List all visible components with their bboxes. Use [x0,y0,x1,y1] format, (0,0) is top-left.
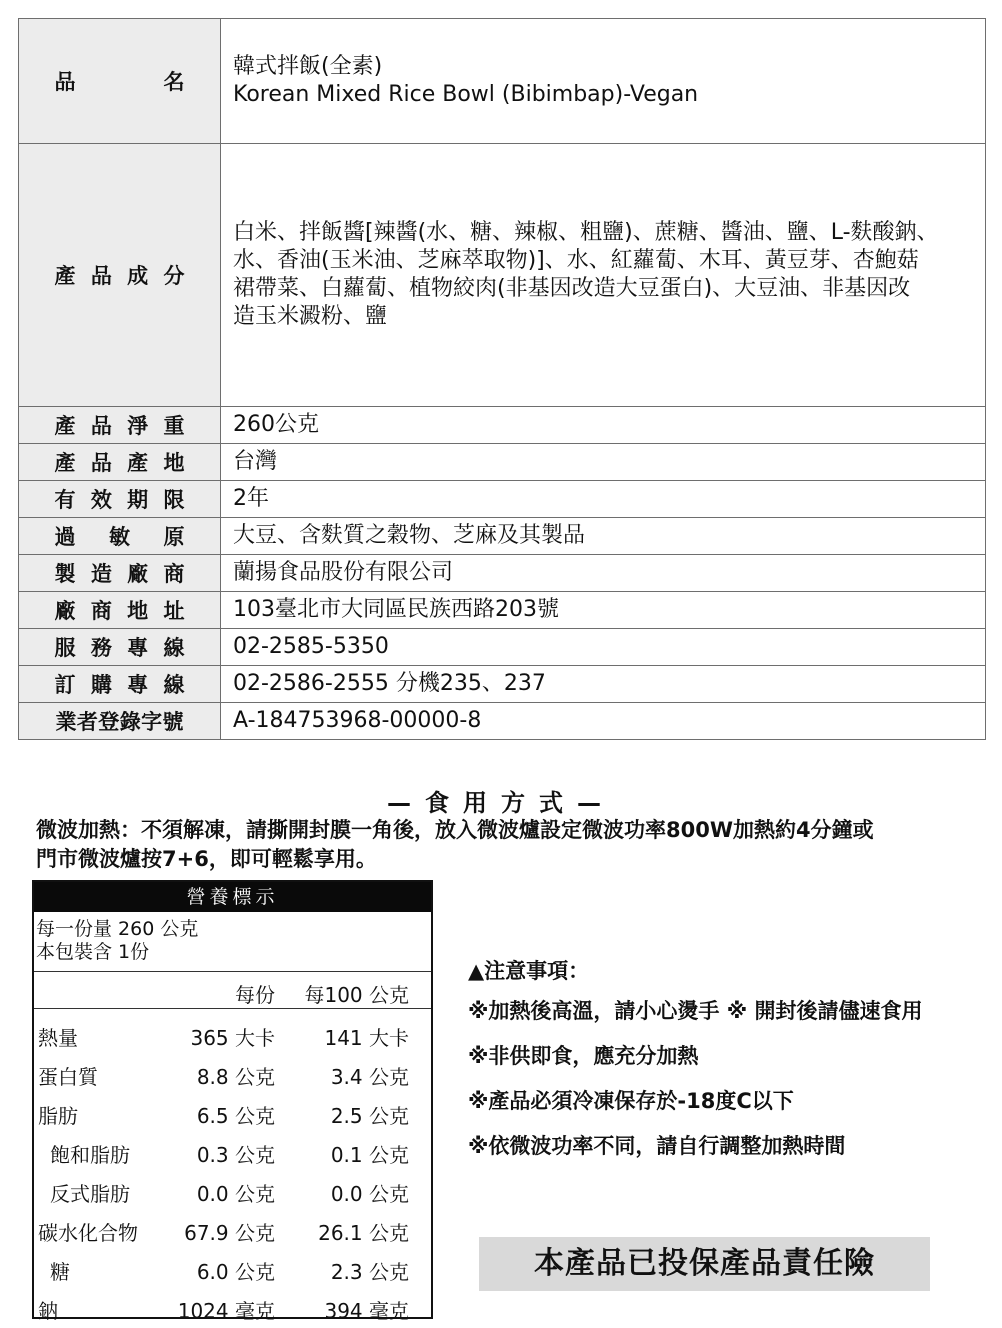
nutrition-rows [34,1016,431,1328]
nutrient-per-100g: 2.3 公克 [330,1260,409,1284]
product-info-table [18,18,986,740]
address-value: 103臺北市大同區民族西路203號 [221,592,986,629]
divider [34,1008,431,1009]
info-label [19,703,221,740]
nutrient-name: 碳水化合物 [38,1221,138,1245]
notice-item: ※產品必須冷凍保存於-18度C以下 [468,1089,794,1113]
name-value [221,19,986,144]
manufacturer-row [19,555,986,592]
notice-item: ※加熱後高溫，請小心燙手 ※ 開封後請儘速食用 [468,999,923,1023]
ingredients-value [221,144,986,407]
origin-value: 台灣 [221,444,986,481]
order-line-value: 02-2586-2555 分機235、237 [221,666,986,703]
nutrient-per-serving: 8.8 公克 [196,1065,275,1089]
nutrient-per-100g: 141 大卡 [324,1026,409,1050]
info-label-text: 產品產地 [54,451,185,475]
address-row [19,592,986,629]
allergen-row [19,518,986,555]
origin-row [19,444,986,481]
nutrition-column-headers [34,979,431,1005]
servings-per-package: 本包裝含 1份 [36,941,150,963]
info-label-text: 服務專線 [54,636,185,660]
nutrient-per-serving: 1024 毫克 [177,1299,275,1323]
info-label-text: 製造廠商 [54,562,185,586]
net-weight-value: 260公克 [221,407,986,444]
notice-item: ※非供即食，應充分加熱 [468,1044,699,1068]
notice-list [468,996,988,1176]
info-label [19,518,221,555]
info-label [19,592,221,629]
nutrient-name: 蛋白質 [38,1065,98,1089]
info-label [19,407,221,444]
info-label [19,444,221,481]
nutrient-per-serving: 67.9 公克 [184,1221,275,1245]
service-line-row [19,629,986,666]
product-name-en: Korean Mixed Rice Bowl (Bibimbap)-Vegan [233,82,699,107]
nutrition-row [34,1250,431,1289]
info-label [19,555,221,592]
nutrition-row [34,1133,431,1172]
info-label-text: 有效期限 [54,488,185,512]
nutrient-per-100g: 0.1 公克 [330,1143,409,1167]
nutrient-per-serving: 6.0 公克 [196,1260,275,1284]
name-label [19,19,221,144]
nutrient-name: 熱量 [38,1026,78,1050]
shelf-life-row [19,481,986,518]
usage-title: —食用方式— [387,789,615,817]
info-label-text: 訂購專線 [54,673,185,697]
nutrition-row [34,1016,431,1055]
manufacturer-value: 蘭揚食品股份有限公司 [221,555,986,592]
service-line-value: 02-2585-5350 [221,629,986,666]
serving-size: 每一份量 260 公克 [36,918,199,940]
product-name-zh: 韓式拌飯(全素) [233,54,383,79]
registration-row [19,703,986,740]
usage-line: 門市微波爐按7+6，即可輕鬆享用。 [36,847,377,871]
registration-value: A-184753968-00000-8 [221,703,986,740]
ingredients-line: 水、香油(玉米油、芝麻萃取物)]、水、紅蘿蔔、木耳、黃豆芽、杏鮑菇 [233,248,919,273]
info-label [19,666,221,703]
nutrient-per-serving: 6.5 公克 [196,1104,275,1128]
nutrient-per-100g: 0.0 公克 [330,1182,409,1206]
name-label-text: 品 名 [54,70,185,94]
insurance-banner: 本產品已投保產品責任險 [479,1237,930,1291]
notice-title: ▲注意事項： [468,959,590,983]
nutrient-per-100g: 394 毫克 [324,1299,409,1323]
col-per-100g: 每100 公克 [304,983,409,1007]
info-label-text: 廠商地址 [54,599,185,623]
info-label-text: 過敏原 [54,525,185,549]
allergen-value: 大豆、含麩質之穀物、芝麻及其製品 [221,518,986,555]
nutrition-title: 營養標示 [34,882,431,912]
nutrient-per-100g: 3.4 公克 [330,1065,409,1089]
nutrient-per-serving: 0.3 公克 [196,1143,275,1167]
serving-info [34,912,431,972]
nutrient-name: 反式脂肪 [50,1182,130,1206]
info-label-text: 業者登錄字號 [55,710,184,734]
usage-instructions [36,816,986,874]
nutrition-row [34,1094,431,1133]
info-label-text: 產品淨重 [54,414,185,438]
nutrition-row [34,1289,431,1328]
ingredients-label [19,144,221,407]
net-weight-row [19,407,986,444]
shelf-life-value: 2年 [221,481,986,518]
name-row [19,19,986,144]
ingredients-line: 造玉米澱粉、鹽 [233,304,388,329]
notice-item: ※依微波功率不同，請自行調整加熱時間 [468,1134,846,1158]
nutrition-row [34,1055,431,1094]
nutrient-per-serving: 0.0 公克 [196,1182,275,1206]
ingredients-line: 白米、拌飯醬[辣醬(水、糖、辣椒、粗鹽)、蔗糖、醬油、鹽、L-麩酸鈉、 [233,220,939,245]
usage-line: 微波加熱：不須解凍，請撕開封膜一角後，放入微波爐設定微波功率800W加熱約4分鐘或 [36,818,874,842]
nutrition-facts-panel [32,880,433,1323]
ingredients-label-text: 產品成分 [54,264,185,288]
nutrient-per-100g: 26.1 公克 [318,1221,409,1245]
ingredients-row [19,144,986,407]
nutrition-row [34,1172,431,1211]
order-line-row [19,666,986,703]
nutrient-name: 飽和脂肪 [50,1143,130,1167]
divider [34,971,431,972]
ingredients-line: 裙帶菜、白蘿蔔、植物絞肉(非基因改造大豆蛋白)、大豆油、非基因改 [233,276,911,301]
nutrient-per-100g: 2.5 公克 [330,1104,409,1128]
info-label [19,481,221,518]
col-per-serving: 每份 [235,983,275,1007]
info-label [19,629,221,666]
nutrient-name: 鈉 [38,1299,58,1323]
nutrient-per-serving: 365 大卡 [190,1026,275,1050]
nutrient-name: 糖 [50,1260,70,1284]
nutrient-name: 脂肪 [38,1104,78,1128]
nutrition-row [34,1211,431,1250]
